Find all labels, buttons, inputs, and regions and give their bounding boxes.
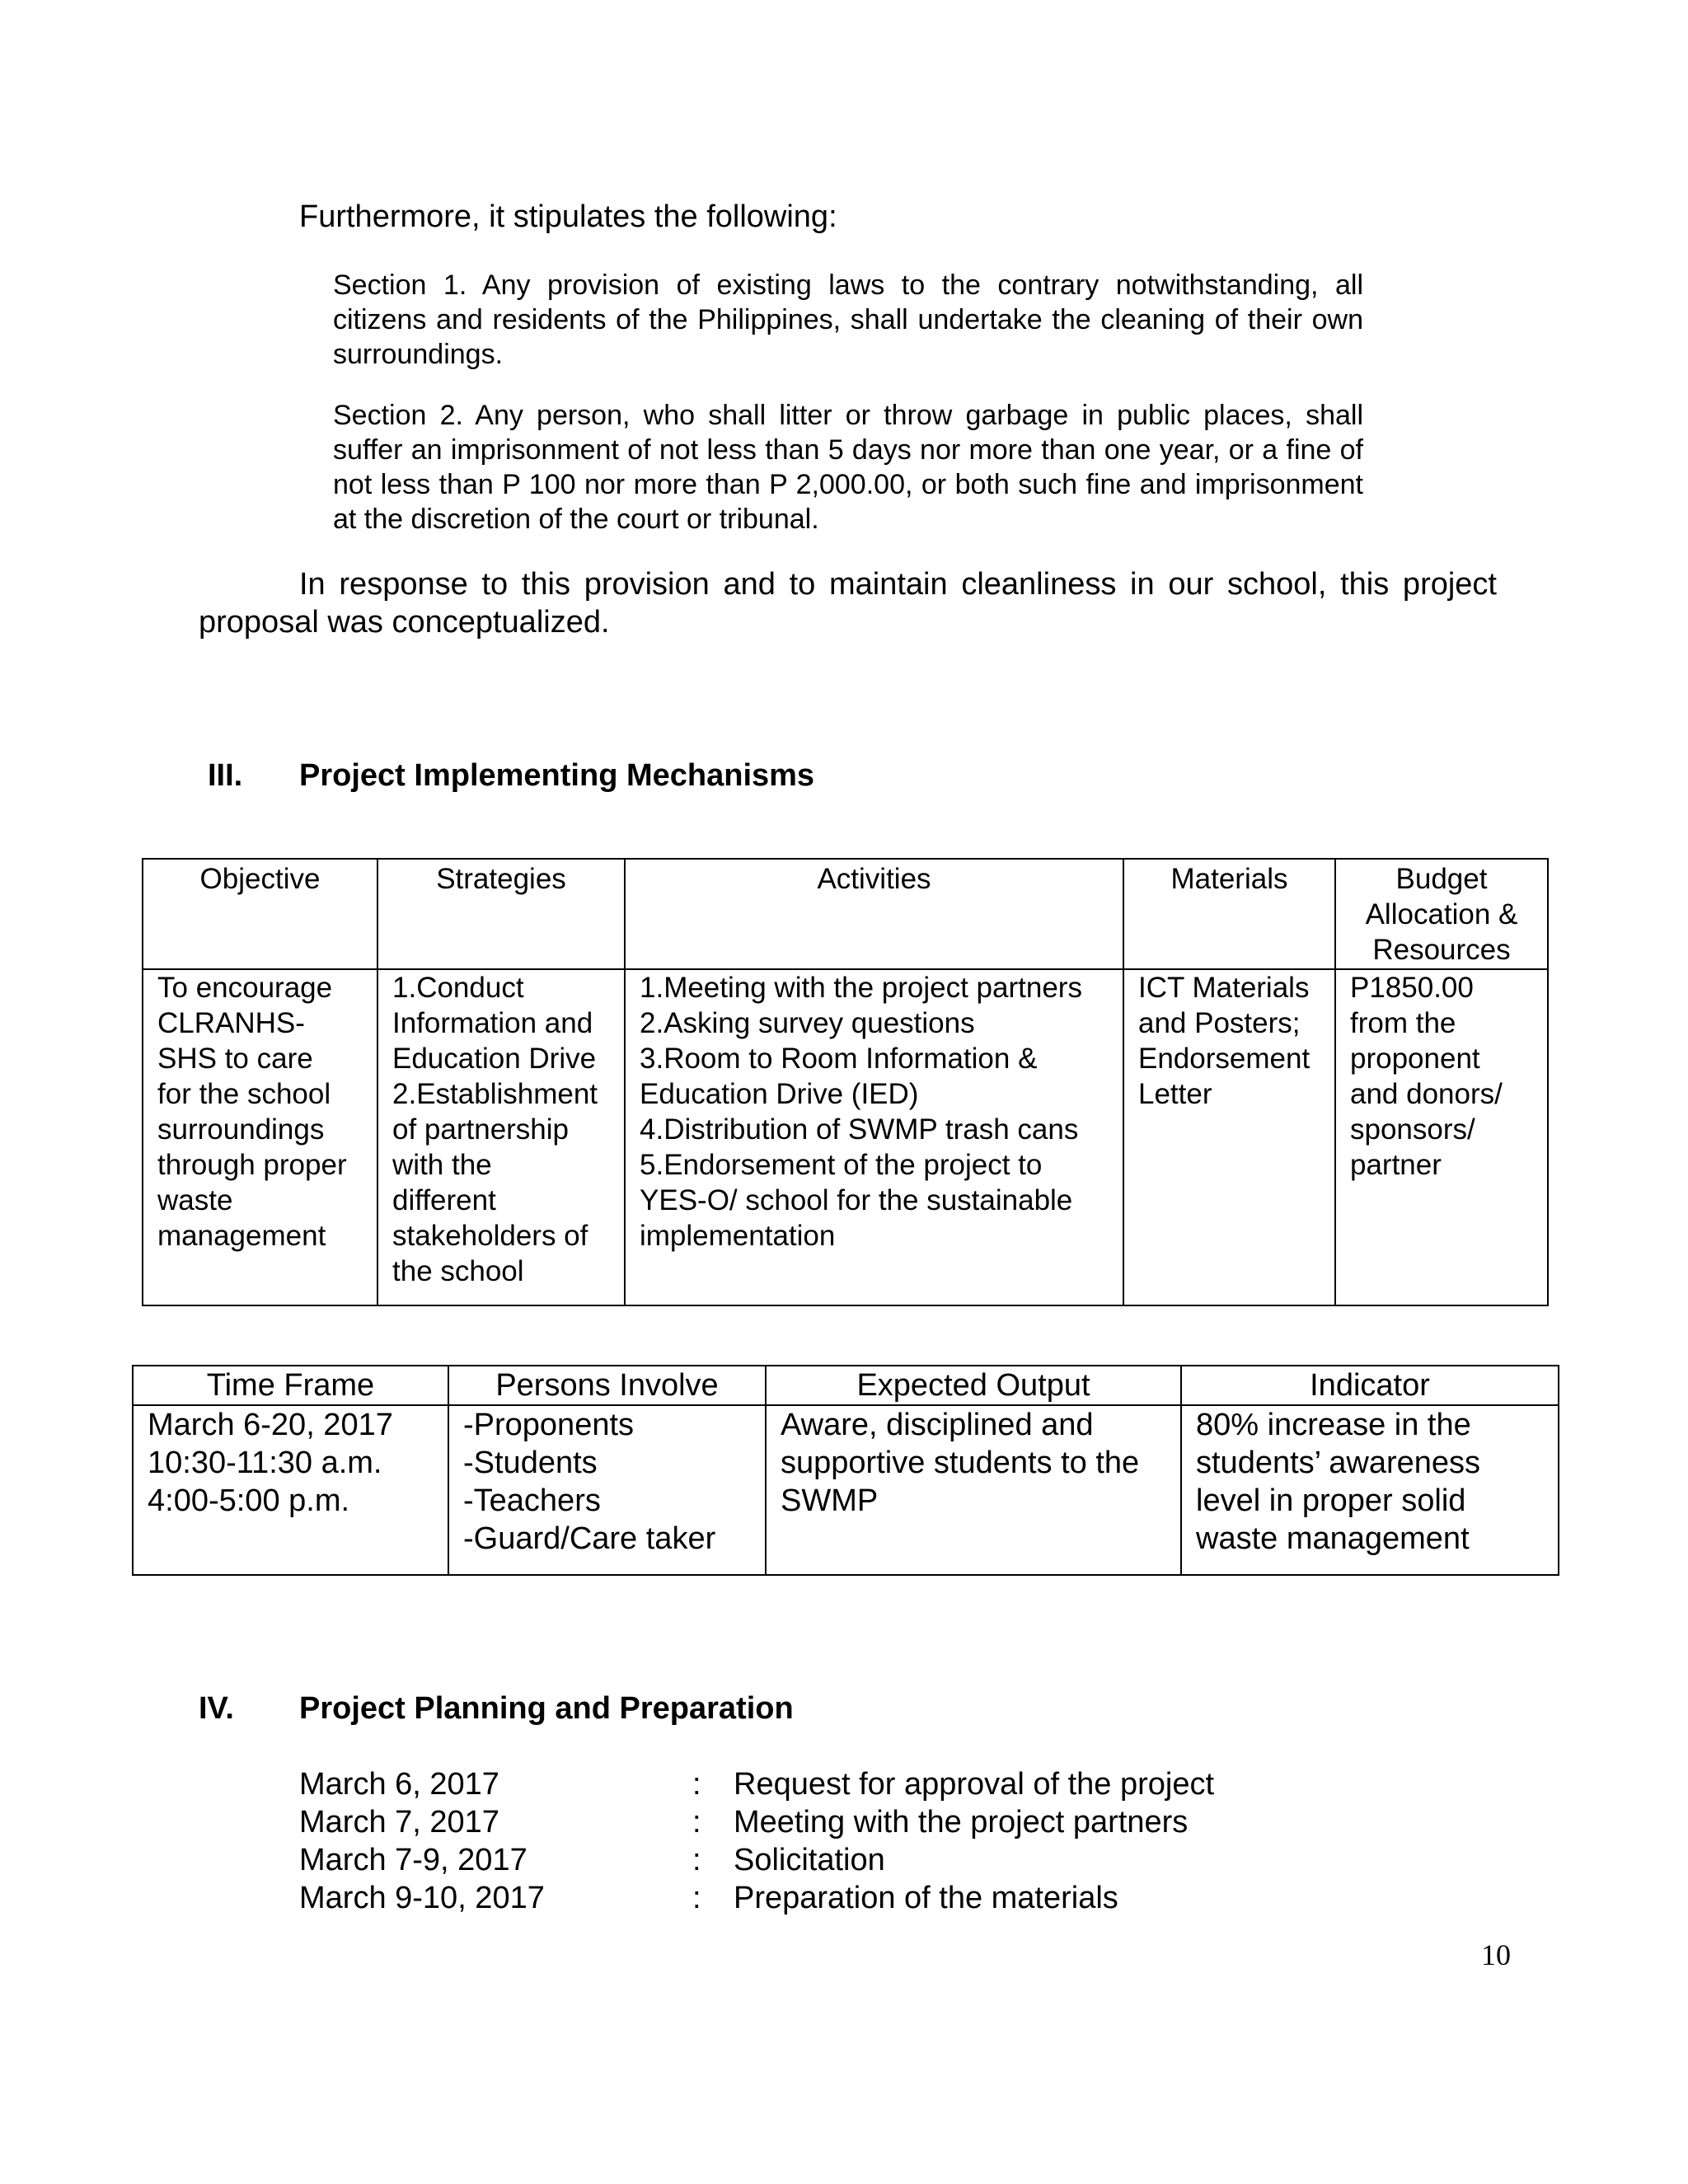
schedule-activity: Preparation of the materials: [734, 1881, 1118, 1915]
cell-line: and donors/: [1350, 1078, 1503, 1110]
section-4-number: IV.: [199, 1691, 234, 1726]
cell-line: -Guard/Care taker: [463, 1521, 716, 1556]
table-row: [143, 969, 1548, 1305]
cell-line: supportive students to the: [781, 1446, 1140, 1480]
cell-line: 5.Endorsement of the project to: [640, 1149, 1043, 1181]
implementing-mechanisms-table: [142, 858, 1549, 1306]
cell-persons: [448, 1405, 766, 1575]
cell-line: and Posters;: [1138, 1007, 1301, 1039]
cell-line: Aware, disciplined and: [781, 1408, 1094, 1442]
schedule-activity: Request for approval of the project: [734, 1767, 1215, 1802]
schedule-date: March 7, 2017: [299, 1805, 499, 1840]
cell-line: partner: [1350, 1149, 1442, 1181]
cell-line: -Proponents: [463, 1408, 635, 1442]
schedule-separator: :: [692, 1805, 701, 1840]
cell-line: students’ awareness: [1196, 1446, 1481, 1480]
intro-text: Furthermore, it stipulates the following:: [299, 199, 837, 234]
list-item: [299, 1803, 1371, 1841]
cell-strategies: [377, 969, 625, 1305]
cell-time-frame: [133, 1405, 448, 1575]
schedule-separator: :: [692, 1881, 701, 1915]
header-persons-involve: Persons Involve: [448, 1366, 766, 1405]
timeframe-table: [132, 1365, 1559, 1576]
cell-line: proponent: [1350, 1043, 1480, 1075]
table-row: [133, 1405, 1559, 1575]
cell-line: 2.Asking survey questions: [640, 1007, 975, 1039]
cell-line: different: [392, 1184, 496, 1216]
table-header-row: [143, 859, 1548, 969]
cell-line: for the school: [157, 1078, 331, 1110]
list-item: [299, 1765, 1371, 1803]
cell-line: waste: [157, 1184, 233, 1216]
cell-line: Education Drive: [392, 1043, 597, 1075]
cell-line: March 6-20, 2017: [148, 1408, 393, 1442]
cell-line: Information and: [392, 1007, 593, 1039]
header-materials: Materials: [1123, 859, 1335, 969]
cell-line: 10:30-11:30 a.m.: [148, 1446, 382, 1480]
cell-activities: [625, 969, 1123, 1305]
schedule-list: [299, 1765, 1371, 1917]
cell-line: through proper: [157, 1149, 347, 1181]
cell-objective: [143, 969, 377, 1305]
cell-line: 1.Conduct: [392, 972, 524, 1004]
schedule-date: March 7-9, 2017: [299, 1843, 528, 1877]
cell-line: 2.Establishment: [392, 1078, 598, 1110]
cell-line: of partnership: [392, 1113, 570, 1146]
schedule-activity: Solicitation: [734, 1843, 885, 1877]
header-budget: Budget Allocation & Resources: [1335, 859, 1548, 969]
cell-line: 4:00-5:00 p.m.: [148, 1483, 350, 1518]
cell-line: P1850.00: [1350, 972, 1474, 1004]
cell-line: surroundings: [157, 1113, 325, 1146]
section-3-number: III.: [208, 758, 243, 793]
cell-line: ICT Materials: [1138, 972, 1310, 1004]
cell-line: -Students: [463, 1446, 598, 1480]
cell-line: the school: [392, 1255, 524, 1287]
header-activities: Activities: [625, 859, 1123, 969]
cell-indicator: [1181, 1405, 1559, 1575]
cell-line: Letter: [1138, 1078, 1212, 1110]
cell-line: SHS to care: [157, 1043, 313, 1075]
cell-line: waste management: [1196, 1521, 1470, 1556]
cell-output: [766, 1405, 1181, 1575]
cell-materials: [1123, 969, 1335, 1305]
header-strategies: Strategies: [377, 859, 625, 969]
cell-line: with the: [392, 1149, 492, 1181]
cell-line: YES-O/ school for the sustainable: [640, 1184, 1073, 1216]
page-number: 10: [1481, 1938, 1511, 1971]
schedule-date: March 6, 2017: [299, 1767, 499, 1802]
cell-budget: [1335, 969, 1548, 1305]
cell-line: Education Drive (IED): [640, 1078, 919, 1110]
schedule-date: March 9-10, 2017: [299, 1881, 545, 1915]
cell-line: To encourage: [157, 972, 333, 1004]
cell-line: 80% increase in the: [1196, 1408, 1471, 1442]
section-2-text: Section 2. Any person, who shall litter or throw garbage in public places, shall suffer an imprisonment of not less than 5 days nor more than one year, or a fine of not less than P 100 nor more than P 2,000.00, or both such fine and imprisonment at the discretion of the court or tribunal.: [333, 400, 1363, 535]
response-paragraph: In response to this provision and to maintain cleanliness in our school, this project proposal was conceptualized.: [199, 567, 1497, 640]
cell-line: management: [157, 1220, 326, 1252]
schedule-separator: :: [692, 1767, 701, 1802]
cell-line: 1.Meeting with the project partners: [640, 972, 1082, 1004]
cell-line: from the: [1350, 1007, 1456, 1039]
cell-line: sponsors/: [1350, 1113, 1475, 1146]
schedule-separator: :: [692, 1843, 701, 1877]
list-item: [299, 1879, 1371, 1917]
header-objective: Objective: [143, 859, 377, 969]
cell-line: 4.Distribution of SWMP trash cans: [640, 1113, 1079, 1146]
cell-line: 3.Room to Room Information &: [640, 1043, 1038, 1075]
list-item: [299, 1841, 1371, 1879]
cell-line: stakeholders of: [392, 1220, 588, 1252]
cell-line: SWMP: [781, 1483, 879, 1518]
section-4-title: Project Planning and Preparation: [299, 1691, 794, 1726]
header-indicator: Indicator: [1181, 1366, 1559, 1405]
header-time-frame: Time Frame: [133, 1366, 448, 1405]
header-expected-output: Expected Output: [766, 1366, 1181, 1405]
cell-line: Endorsement: [1138, 1043, 1311, 1075]
table-header-row: [133, 1366, 1559, 1405]
cell-line: -Teachers: [463, 1483, 601, 1518]
cell-line: level in proper solid: [1196, 1483, 1466, 1518]
cell-line: implementation: [640, 1220, 836, 1252]
cell-line: CLRANHS-: [157, 1007, 305, 1039]
schedule-activity: Meeting with the project partners: [734, 1805, 1189, 1840]
section-1-text: Section 1. Any provision of existing laws to the contrary notwithstanding, all citizens and residents of the Philippines, shall undertake the cleaning of their own surroundings.: [333, 269, 1363, 370]
section-3-title: Project Implementing Mechanisms: [299, 758, 815, 793]
